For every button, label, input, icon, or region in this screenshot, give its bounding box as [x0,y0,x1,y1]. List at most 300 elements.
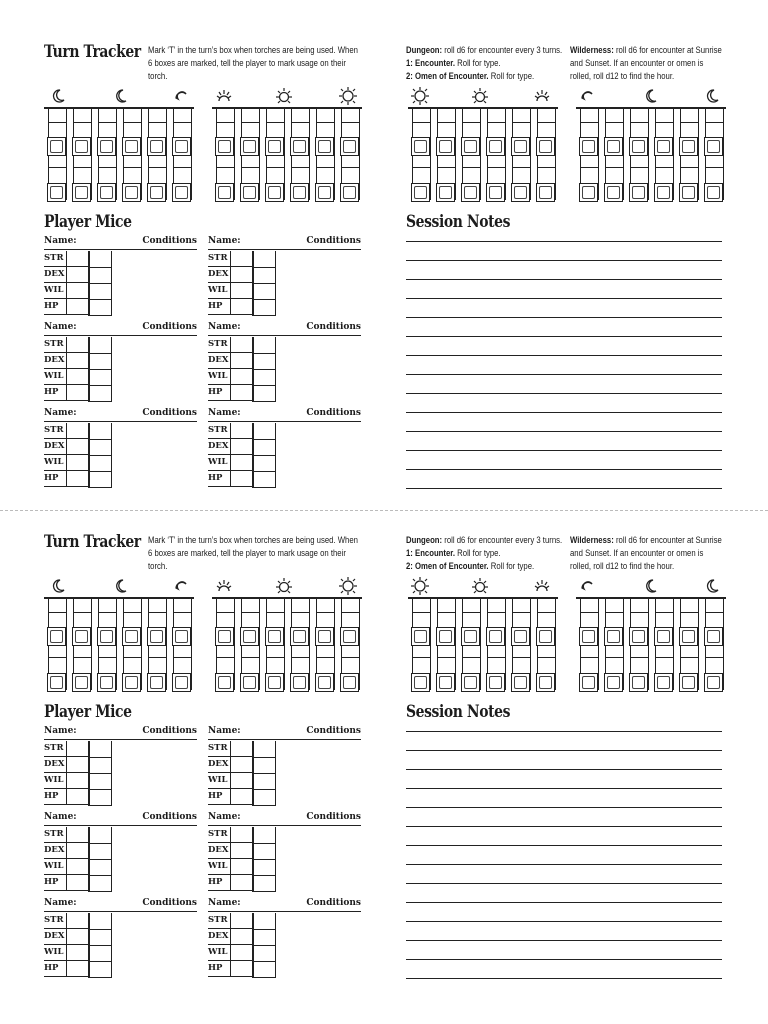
stat-max-box[interactable] [230,353,254,369]
stat-current-box[interactable] [252,789,276,806]
turn-box[interactable] [436,183,455,202]
stat-current-box[interactable] [252,913,276,930]
stat-max-box[interactable] [230,385,254,401]
note-line[interactable] [406,731,722,732]
stat-label: DEX [44,845,65,855]
turn-box[interactable] [72,627,91,646]
stat-max-box[interactable] [230,789,254,805]
stat-row [208,337,361,353]
stat-row [208,789,361,805]
turn-box[interactable] [215,183,234,202]
turn-box[interactable] [147,627,166,646]
stat-max-box[interactable] [230,875,254,891]
waning-moon-icon [576,576,596,596]
stat-max-box[interactable] [66,929,90,945]
turn-box[interactable] [147,137,166,156]
turn-box[interactable] [215,137,234,156]
stat-max-box[interactable] [230,267,254,283]
turn-box[interactable] [654,183,673,202]
stat-current-box[interactable] [252,741,276,758]
turn-box[interactable] [290,673,309,692]
turn-box[interactable] [265,627,284,646]
stat-max-box[interactable] [66,945,90,961]
stat-current-box[interactable] [88,439,112,456]
stat-label: WIL [44,947,64,957]
player-mice-title: Player Mice [44,702,132,722]
turn-box[interactable] [315,183,334,202]
stat-label: DEX [44,269,65,279]
note-line[interactable] [406,769,722,770]
conditions-label: Conditions [306,322,361,332]
stat-label: DEX [208,845,229,855]
turn-box[interactable] [536,673,555,692]
turn-box[interactable] [122,183,141,202]
stat-max-box[interactable] [66,773,90,789]
turn-box[interactable] [704,627,723,646]
conditions-label: Conditions [306,236,361,246]
note-line[interactable] [406,298,722,299]
crescent-moon-icon [702,576,722,596]
stat-current-box[interactable] [88,369,112,386]
stat-max-box[interactable] [66,859,90,875]
stat-max-box[interactable] [230,843,254,859]
note-line[interactable] [406,845,722,846]
stat-label: WIL [208,861,228,871]
stat-current-box[interactable] [252,337,276,354]
turn-box[interactable] [536,627,555,646]
stat-current-box[interactable] [252,353,276,370]
stat-max-box[interactable] [66,961,90,977]
turn-box[interactable] [122,673,141,692]
stat-max-box[interactable] [66,423,90,439]
stat-current-box[interactable] [252,385,276,402]
stat-current-box[interactable] [88,789,112,806]
stat-current-box[interactable] [252,455,276,472]
turn-box[interactable] [629,137,648,156]
turn-box[interactable] [679,627,698,646]
name-label: Name: [44,726,77,736]
turn-column [48,597,67,690]
stat-current-box[interactable] [88,773,112,790]
stat-max-box[interactable] [230,961,254,977]
sun-icon [274,576,294,596]
stat-row [208,423,361,439]
stat-current-box[interactable] [252,299,276,316]
stat-current-box[interactable] [88,267,112,284]
stat-max-box[interactable] [66,369,90,385]
turn-column [605,597,624,690]
turn-column [705,597,724,690]
stat-current-box[interactable] [88,455,112,472]
turn-box[interactable] [411,627,430,646]
turn-box[interactable] [511,183,530,202]
note-line[interactable] [406,826,722,827]
note-line[interactable] [406,978,722,979]
stat-label: STR [208,253,228,263]
turn-box[interactable] [290,183,309,202]
turn-box[interactable] [486,627,505,646]
turn-box[interactable] [47,137,66,156]
turn-box[interactable] [511,673,530,692]
stat-max-box[interactable] [66,283,90,299]
turn-box[interactable] [265,183,284,202]
turn-box[interactable] [679,137,698,156]
stat-row [44,757,197,773]
note-line[interactable] [406,864,722,865]
turn-box[interactable] [172,673,191,692]
stat-label: STR [208,339,228,349]
stat-max-box[interactable] [66,471,90,487]
turn-box[interactable] [265,673,284,692]
stat-current-box[interactable] [88,961,112,978]
stat-current-box[interactable] [252,251,276,268]
stat-label: STR [44,915,64,925]
stat-max-box[interactable] [230,471,254,487]
stat-max-box[interactable] [230,859,254,875]
note-line[interactable] [406,374,722,375]
turn-box[interactable] [654,627,673,646]
note-line[interactable] [406,450,722,451]
turn-box[interactable] [604,627,623,646]
note-line[interactable] [406,469,722,470]
turn-box[interactable] [72,673,91,692]
stat-max-box[interactable] [230,757,254,773]
stat-current-box[interactable] [88,929,112,946]
conditions-label: Conditions [142,236,197,246]
sun-icon [470,576,490,596]
stat-max-box[interactable] [66,337,90,353]
stat-label: HP [44,473,59,483]
turn-box[interactable] [290,137,309,156]
turn-box[interactable] [340,183,359,202]
turn-box[interactable] [604,183,623,202]
stat-current-box[interactable] [252,929,276,946]
turn-box[interactable] [265,137,284,156]
turn-box[interactable] [579,137,598,156]
name-label: Name: [44,322,77,332]
turn-box[interactable] [172,183,191,202]
stat-row [208,859,361,875]
turn-box[interactable] [47,673,66,692]
turn-box[interactable] [629,183,648,202]
turn-column [341,597,360,690]
stat-max-box[interactable] [230,455,254,471]
stat-current-box[interactable] [88,827,112,844]
turn-box[interactable] [436,627,455,646]
turn-box[interactable] [411,673,430,692]
note-line[interactable] [406,260,722,261]
turn-box[interactable] [122,137,141,156]
turn-box[interactable] [147,673,166,692]
turn-column [437,107,456,200]
sun-icon [274,86,294,106]
turn-box[interactable] [411,183,430,202]
stat-max-box[interactable] [66,455,90,471]
stat-label: HP [44,301,59,311]
note-line[interactable] [406,355,722,356]
stat-current-box[interactable] [88,913,112,930]
stat-row [44,859,197,875]
turn-column [48,107,67,200]
stat-current-box[interactable] [88,251,112,268]
stat-max-box[interactable] [66,741,90,757]
stat-current-box[interactable] [252,827,276,844]
stat-current-box[interactable] [252,471,276,488]
moon-icon [640,86,660,106]
stat-label: HP [208,387,223,397]
turn-box[interactable] [704,673,723,692]
turn-box[interactable] [72,137,91,156]
stat-label: STR [208,915,228,925]
note-line[interactable] [406,959,722,960]
stat-row [44,827,197,843]
turn-column [148,107,167,200]
turn-column [680,597,699,690]
conditions-label: Conditions [142,322,197,332]
note-line[interactable] [406,883,722,884]
turn-box[interactable] [47,183,66,202]
turn-box[interactable] [536,137,555,156]
turn-box[interactable] [215,673,234,692]
turn-box[interactable] [97,183,116,202]
stat-current-box[interactable] [88,757,112,774]
conditions-label: Conditions [306,726,361,736]
stat-max-box[interactable] [230,929,254,945]
turn-box[interactable] [315,137,334,156]
turn-box[interactable] [240,183,259,202]
full-sun-icon [338,576,358,596]
stat-max-box[interactable] [230,369,254,385]
stat-current-box[interactable] [252,757,276,774]
stat-max-box[interactable] [66,267,90,283]
stat-current-box[interactable] [252,283,276,300]
turn-box[interactable] [654,673,673,692]
turn-box[interactable] [315,673,334,692]
stat-max-box[interactable] [230,913,254,929]
turn-box[interactable] [511,137,530,156]
turn-box[interactable] [679,673,698,692]
turn-box[interactable] [704,183,723,202]
note-line[interactable] [406,412,722,413]
stat-max-box[interactable] [230,773,254,789]
note-line[interactable] [406,393,722,394]
stat-label: DEX [44,931,65,941]
turn-box[interactable] [172,627,191,646]
name-label: Name: [44,408,77,418]
turn-box[interactable] [654,137,673,156]
player-mice-title: Player Mice [44,212,132,232]
turn-box[interactable] [122,627,141,646]
turn-box[interactable] [340,627,359,646]
turn-column [266,107,285,200]
turn-box[interactable] [461,183,480,202]
name-label: Name: [208,408,241,418]
stat-max-box[interactable] [230,827,254,843]
turn-box[interactable] [461,627,480,646]
stat-current-box[interactable] [88,283,112,300]
stat-max-box[interactable] [66,757,90,773]
turn-box[interactable] [579,183,598,202]
note-line[interactable] [406,279,722,280]
stat-max-box[interactable] [230,945,254,961]
note-line[interactable] [406,807,722,808]
note-line[interactable] [406,902,722,903]
stat-current-box[interactable] [88,741,112,758]
turn-box[interactable] [486,183,505,202]
turn-box[interactable] [579,627,598,646]
name-label: Name: [44,812,77,822]
turn-box[interactable] [172,137,191,156]
stat-current-box[interactable] [252,773,276,790]
turn-box[interactable] [215,627,234,646]
turn-column [123,107,142,200]
stat-label: WIL [44,861,64,871]
turn-box[interactable] [461,137,480,156]
stat-current-box[interactable] [88,843,112,860]
turn-box[interactable] [486,673,505,692]
stat-label: WIL [44,371,64,381]
stat-row [208,353,361,369]
stat-max-box[interactable] [66,843,90,859]
stat-row [44,353,197,369]
stat-current-box[interactable] [88,299,112,316]
note-line[interactable] [406,788,722,789]
stat-label: DEX [208,759,229,769]
stat-label: WIL [208,947,228,957]
stat-row [208,875,361,891]
turn-box[interactable] [511,627,530,646]
turn-box[interactable] [436,673,455,692]
stat-current-box[interactable] [252,843,276,860]
stat-current-box[interactable] [252,945,276,962]
stat-row [208,827,361,843]
stat-max-box[interactable] [66,827,90,843]
turn-box[interactable] [704,137,723,156]
stat-current-box[interactable] [88,353,112,370]
turn-box[interactable] [97,627,116,646]
stat-label: DEX [44,355,65,365]
stat-label: HP [208,473,223,483]
stat-max-box[interactable] [66,251,90,267]
stat-current-box[interactable] [88,945,112,962]
turn-box[interactable] [315,627,334,646]
stat-max-box[interactable] [230,299,254,315]
stat-current-box[interactable] [252,961,276,978]
turn-box[interactable] [579,673,598,692]
conditions-label: Conditions [142,898,197,908]
note-line[interactable] [406,241,722,242]
full-sun-icon [410,86,430,106]
turn-column [123,597,142,690]
stat-max-box[interactable] [230,423,254,439]
stat-current-box[interactable] [88,385,112,402]
stat-max-box[interactable] [66,385,90,401]
turn-box[interactable] [679,183,698,202]
stat-label: HP [208,963,223,973]
stat-label: HP [44,963,59,973]
stat-row [208,945,361,961]
stat-current-box[interactable] [88,423,112,440]
turn-box[interactable] [461,673,480,692]
turn-box[interactable] [240,673,259,692]
stat-max-box[interactable] [230,251,254,267]
stat-current-box[interactable] [252,267,276,284]
conditions-label: Conditions [142,408,197,418]
note-line[interactable] [406,431,722,432]
stat-max-box[interactable] [230,337,254,353]
note-line[interactable] [406,336,722,337]
stat-label: HP [44,791,59,801]
turn-box[interactable] [72,183,91,202]
stat-current-box[interactable] [88,337,112,354]
turn-box[interactable] [290,627,309,646]
stat-current-box[interactable] [252,369,276,386]
stat-label: DEX [44,441,65,451]
turn-box[interactable] [604,137,623,156]
stat-max-box[interactable] [66,875,90,891]
stat-current-box[interactable] [252,423,276,440]
note-line[interactable] [406,488,722,489]
stat-max-box[interactable] [66,353,90,369]
wilderness-note: Wilderness: roll d6 for encounter at Sunrise and Sunset. If an encounter or omen is rolled, roll d12 to find the hour. [570,535,722,571]
stat-current-box[interactable] [88,471,112,488]
stat-max-box[interactable] [230,439,254,455]
stat-row [208,773,361,789]
turn-box[interactable] [240,137,259,156]
note-line[interactable] [406,921,722,922]
turn-box[interactable] [436,137,455,156]
note-line[interactable] [406,317,722,318]
turn-box[interactable] [536,183,555,202]
stat-row [44,369,197,385]
sheet-bottom [0,490,768,980]
stat-current-box[interactable] [88,859,112,876]
turn-box[interactable] [97,673,116,692]
turn-box[interactable] [604,673,623,692]
turn-box[interactable] [486,137,505,156]
turn-box[interactable] [47,627,66,646]
stat-label: STR [44,425,64,435]
stat-max-box[interactable] [66,299,90,315]
stat-max-box[interactable] [230,283,254,299]
rising-sun-icon [532,576,552,596]
name-label: Name: [208,726,241,736]
stat-max-box[interactable] [66,789,90,805]
stat-max-box[interactable] [66,913,90,929]
turn-box[interactable] [97,137,116,156]
stat-current-box[interactable] [252,859,276,876]
turn-column [487,597,506,690]
turn-box[interactable] [411,137,430,156]
note-line[interactable] [406,750,722,751]
stat-current-box[interactable] [88,875,112,892]
stat-row [44,455,197,471]
stat-max-box[interactable] [66,439,90,455]
stat-row [44,789,197,805]
name-label: Name: [44,236,77,246]
note-line[interactable] [406,940,722,941]
stat-row [208,741,361,757]
stat-current-box[interactable] [252,439,276,456]
turn-box[interactable] [340,137,359,156]
turn-box[interactable] [147,183,166,202]
stat-current-box[interactable] [252,875,276,892]
turn-box[interactable] [240,627,259,646]
stat-max-box[interactable] [230,741,254,757]
turn-box[interactable] [629,673,648,692]
turn-box[interactable] [629,627,648,646]
turn-box[interactable] [340,673,359,692]
